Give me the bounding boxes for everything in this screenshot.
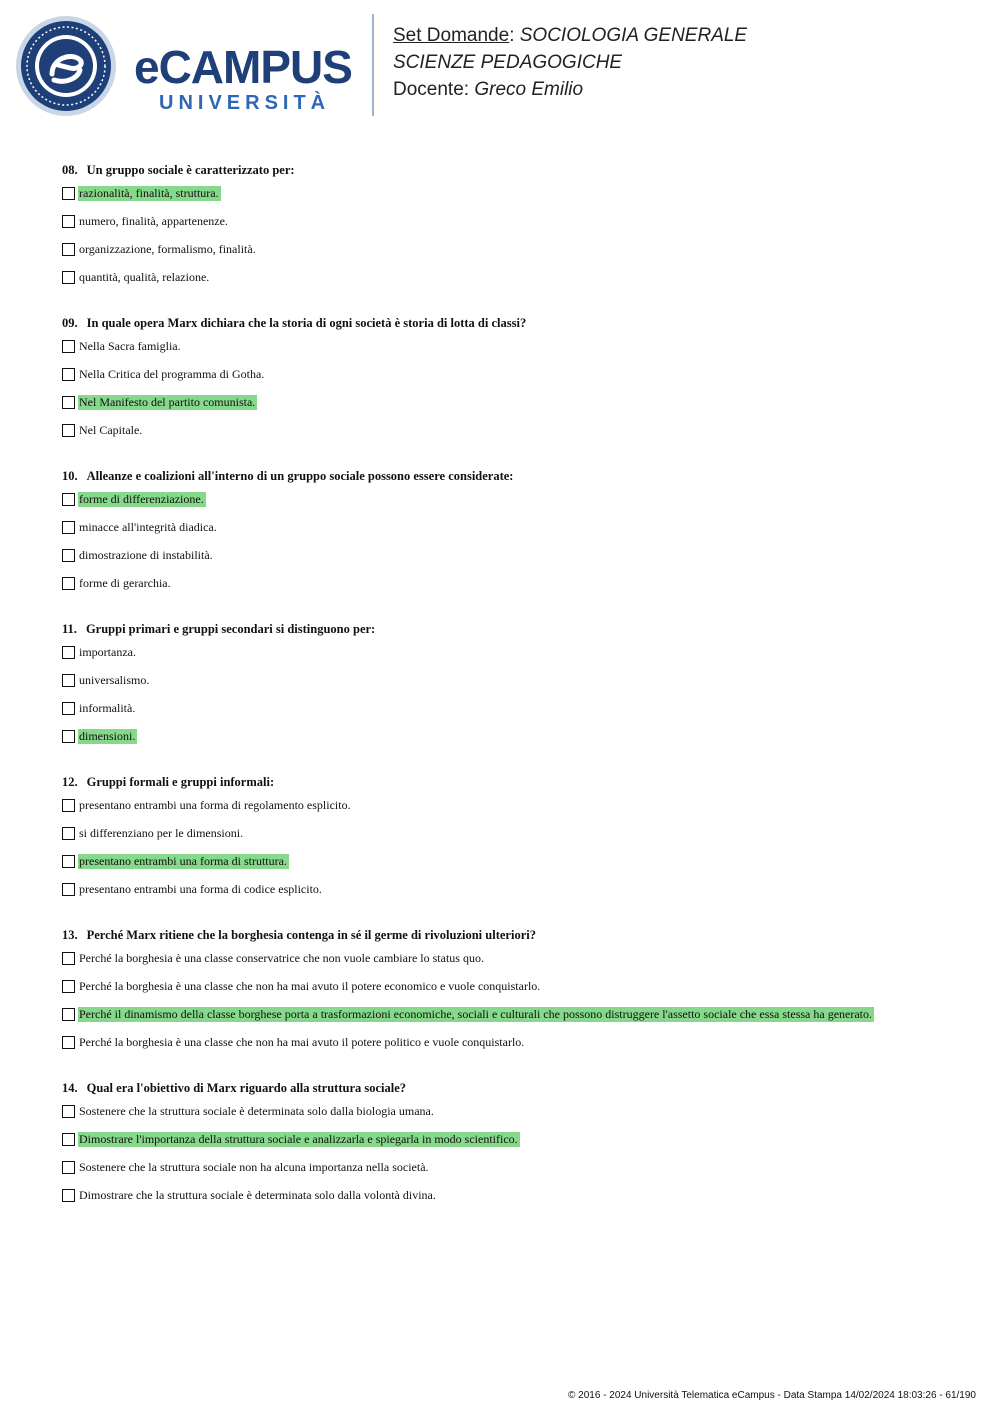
- teacher-name: Greco Emilio: [474, 79, 584, 100]
- answer-option[interactable]: [62, 576, 962, 604]
- teacher-line: Docente: Greco Emilio: [393, 79, 584, 100]
- answer-checkbox[interactable]: [62, 674, 75, 687]
- answer-option[interactable]: [62, 423, 962, 451]
- question-number: 13.: [62, 928, 78, 942]
- answer-text-correct: Dimostrare l'importanza della struttura sociale e analizzarla e spiegarla in modo scientifico.: [79, 1132, 518, 1146]
- answer-option[interactable]: [62, 242, 962, 270]
- subject-name: SOCIOLOGIA GENERALE: [519, 25, 748, 46]
- course-name: SCIENZE PEDAGOGICHE: [393, 52, 623, 73]
- answer-text: Sostenere che la struttura sociale è determinata solo dalla biologia umana.: [79, 1104, 434, 1118]
- answer-checkbox[interactable]: [62, 702, 75, 715]
- question-number: 10.: [62, 469, 78, 483]
- answer-checkbox[interactable]: [62, 730, 75, 743]
- question-text: Qual era l'obiettivo di Marx riguardo alla struttura sociale?: [86, 1081, 407, 1095]
- answer-option[interactable]: [62, 214, 962, 242]
- answer-option[interactable]: [62, 492, 962, 520]
- answer-text: Nella Critica del programma di Gotha.: [79, 367, 265, 381]
- question-block: [62, 772, 962, 910]
- question-title: [62, 160, 962, 180]
- answer-text-correct: razionalità, finalità, struttura.: [79, 186, 219, 200]
- answer-option[interactable]: [62, 339, 962, 367]
- answer-text: numero, finalità, appartenenze.: [79, 214, 228, 228]
- header-divider: [372, 14, 374, 116]
- answer-option[interactable]: [62, 854, 962, 882]
- logo-wordmark: eCAMPUS: [134, 41, 352, 93]
- question-text: Gruppi primari e gruppi secondari si distinguono per:: [85, 622, 376, 636]
- answer-option[interactable]: [62, 1160, 962, 1188]
- question-text: In quale opera Marx dichiara che la storia di ogni società è storia di lotta di classi?: [86, 316, 527, 330]
- answer-text: Perché la borghesia è una classe conservatrice che non vuole cambiare lo status quo.: [79, 951, 484, 965]
- question-title: [62, 925, 962, 945]
- answer-checkbox[interactable]: [62, 1105, 75, 1118]
- answer-option[interactable]: [62, 367, 962, 395]
- question-list: [62, 160, 962, 1231]
- answer-checkbox[interactable]: [62, 577, 75, 590]
- subject-line: Set Domande: SOCIOLOGIA GENERALE: [393, 25, 748, 46]
- ecampus-logo: [14, 14, 374, 118]
- answer-checkbox[interactable]: [62, 521, 75, 534]
- answer-option[interactable]: [62, 645, 962, 673]
- question-block: [62, 160, 962, 298]
- question-block: [62, 619, 962, 757]
- answer-checkbox[interactable]: [62, 340, 75, 353]
- answer-checkbox[interactable]: [62, 980, 75, 993]
- answer-text: importanza.: [79, 645, 136, 659]
- answer-checkbox[interactable]: [62, 549, 75, 562]
- answer-option[interactable]: [62, 1035, 962, 1063]
- answer-option[interactable]: [62, 1132, 962, 1160]
- question-number: 08.: [62, 163, 78, 177]
- question-title: [62, 313, 962, 333]
- answer-text-correct: Perché il dinamismo della classe borghese porta a trasformazioni economiche, sociali e culturali che possono distruggere l'assetto sociale che essa stessa ha generato.: [79, 1007, 873, 1021]
- answer-text-correct: forme di differenziazione.: [79, 492, 204, 506]
- question-title: [62, 619, 962, 639]
- question-number: 14.: [62, 1081, 78, 1095]
- answer-option[interactable]: [62, 1104, 962, 1132]
- answer-text: Perché la borghesia è una classe che non ha mai avuto il potere politico e vuole conquistarlo.: [79, 1035, 525, 1049]
- answer-text: Dimostrare che la struttura sociale è determinata solo dalla volontà divina.: [79, 1188, 436, 1202]
- question-text: Alleanze e coalizioni all'interno di un gruppo sociale possono essere considerate:: [86, 469, 514, 483]
- answer-text-correct: Nel Manifesto del partito comunista.: [79, 395, 256, 409]
- answer-text: informalità.: [79, 701, 136, 715]
- answer-text: organizzazione, formalismo, finalità.: [79, 242, 256, 256]
- answer-option[interactable]: [62, 673, 962, 701]
- answer-option[interactable]: [62, 951, 962, 979]
- answer-option[interactable]: [62, 882, 962, 910]
- answer-text: dimostrazione di instabilità.: [79, 548, 213, 562]
- question-block: [62, 925, 962, 1063]
- answer-option[interactable]: [62, 395, 962, 423]
- question-number: 11.: [62, 622, 77, 636]
- answer-option[interactable]: [62, 979, 962, 1007]
- question-title: [62, 1078, 962, 1098]
- question-block: [62, 1078, 962, 1216]
- answer-text: Sostenere che la struttura sociale non ha alcuna importanza nella società.: [79, 1160, 429, 1174]
- answer-text: Nella Sacra famiglia.: [79, 339, 181, 353]
- teacher-label: Docente: [393, 79, 464, 100]
- logo-subtitle: UNIVERSITÀ: [159, 92, 331, 114]
- answer-text: forme di gerarchia.: [79, 576, 171, 590]
- answer-checkbox[interactable]: [62, 396, 75, 409]
- question-text: Gruppi formali e gruppi informali:: [86, 775, 275, 789]
- answer-checkbox[interactable]: [62, 243, 75, 256]
- answer-checkbox[interactable]: [62, 1161, 75, 1174]
- answer-checkbox[interactable]: [62, 855, 75, 868]
- answer-checkbox[interactable]: [62, 646, 75, 659]
- answer-checkbox[interactable]: [62, 215, 75, 228]
- answer-text: quantità, qualità, relazione.: [79, 270, 210, 284]
- answer-checkbox[interactable]: [62, 1036, 75, 1049]
- answer-text: minacce all'integrità diadica.: [79, 520, 217, 534]
- answer-checkbox[interactable]: [62, 493, 75, 506]
- answer-text: presentano entrambi una forma di regolamento esplicito.: [79, 798, 351, 812]
- answer-checkbox[interactable]: [62, 827, 75, 840]
- answer-option[interactable]: [62, 548, 962, 576]
- page-footer: © 2016 - 2024 Università Telematica eCampus - Data Stampa 14/02/2024 18:03:26 - 61/190: [568, 1390, 976, 1401]
- answer-checkbox[interactable]: [62, 1189, 75, 1202]
- question-number: 09.: [62, 316, 78, 330]
- answer-option[interactable]: [62, 798, 962, 826]
- answer-option[interactable]: [62, 520, 962, 548]
- answer-checkbox[interactable]: [62, 187, 75, 200]
- answer-text: Nel Capitale.: [79, 423, 143, 437]
- answer-text: presentano entrambi una forma di codice esplicito.: [79, 882, 322, 896]
- question-title: [62, 466, 962, 486]
- answer-checkbox[interactable]: [62, 368, 75, 381]
- set-label: Set Domande: [393, 25, 510, 46]
- answer-checkbox[interactable]: [62, 799, 75, 812]
- answer-text: Perché la borghesia è una classe che non ha mai avuto il potere economico e vuole conquistarlo.: [79, 979, 541, 993]
- answer-checkbox[interactable]: [62, 1133, 75, 1146]
- answer-checkbox[interactable]: [62, 1008, 75, 1021]
- answer-option[interactable]: [62, 1007, 962, 1035]
- answer-checkbox[interactable]: [62, 883, 75, 896]
- question-text: Un gruppo sociale è caratterizzato per:: [86, 163, 295, 177]
- question-title: [62, 772, 962, 792]
- answer-option[interactable]: [62, 270, 962, 298]
- question-block: [62, 313, 962, 451]
- question-text: Perché Marx ritiene che la borghesia contenga in sé il germe di rivoluzioni ulteriori?: [86, 928, 536, 942]
- document-header: [393, 22, 747, 103]
- answer-text: si differenziano per le dimensioni.: [79, 826, 244, 840]
- answer-option[interactable]: [62, 701, 962, 729]
- answer-option[interactable]: [62, 1188, 962, 1216]
- question-number: 12.: [62, 775, 78, 789]
- answer-text: universalismo.: [79, 673, 150, 687]
- answer-text-correct: dimensioni.: [79, 729, 136, 743]
- answer-text-correct: presentano entrambi una forma di struttura.: [79, 854, 287, 868]
- answer-option[interactable]: [62, 186, 962, 214]
- answer-checkbox[interactable]: [62, 271, 75, 284]
- question-block: [62, 466, 962, 604]
- answer-checkbox[interactable]: [62, 424, 75, 437]
- answer-option[interactable]: [62, 729, 962, 757]
- ecampus-seal-icon: [14, 14, 118, 118]
- answer-checkbox[interactable]: [62, 952, 75, 965]
- answer-option[interactable]: [62, 826, 962, 854]
